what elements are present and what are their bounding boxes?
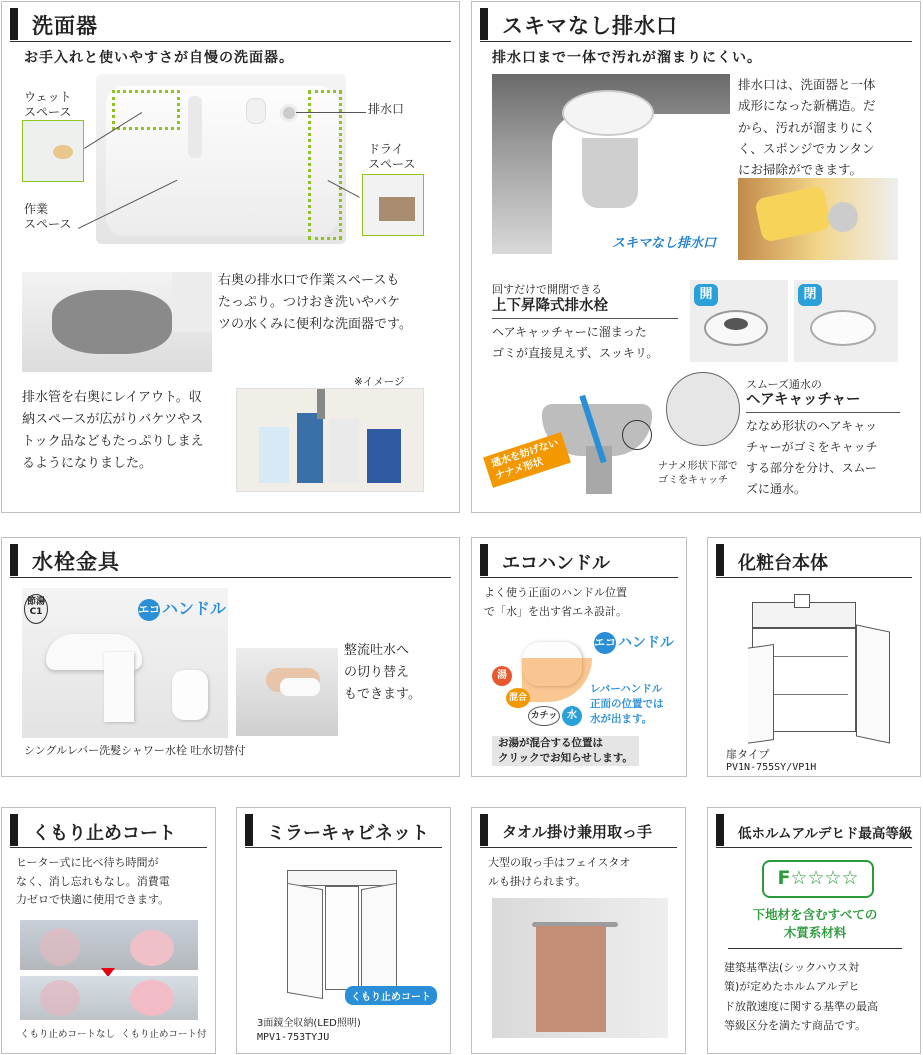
- stopper-desc: ヘアキャッチャーに溜まった ゴミが直接見えず、スッキリ。: [492, 325, 659, 360]
- faucet-title: 水栓金具: [32, 550, 120, 574]
- drain-cross-section-image: [492, 74, 730, 254]
- antifog-before-photo: [20, 920, 198, 970]
- title-marker: [10, 544, 18, 576]
- formaldehyde-panel: [707, 807, 921, 1054]
- f-star-rating: F☆☆☆☆: [762, 860, 874, 898]
- mirror-illustration: [277, 860, 407, 1000]
- arrow-label: 通水を妨げない ナナメ形状: [483, 432, 571, 488]
- water-badge: 水: [562, 706, 582, 726]
- drain-logo: スキマなし排水口: [612, 236, 717, 251]
- catcher-divider: [746, 412, 900, 413]
- eco-handle-logo: [594, 632, 674, 654]
- towel-photo: [492, 898, 668, 1038]
- mirror-panel: [236, 807, 451, 1054]
- vanity-model: PV1N-755SY/VP1H: [726, 762, 817, 773]
- title-marker: [480, 814, 488, 846]
- formaldehyde-divider: [728, 948, 902, 949]
- catcher-small-label: スムーズ通水の: [746, 378, 822, 391]
- dry-space-label: ドライ スペース: [368, 142, 416, 171]
- eco-handle-eco-label: ハンドル: [618, 635, 674, 651]
- lever-note: レバーハンドル 正面の位置では 水が出ます。: [590, 683, 664, 726]
- faucet-eco-label: ハンドル: [162, 599, 227, 618]
- formaldehyde-desc: 建築基準法(シックハウス対 策)が定めたホルムアルデヒ ド放散速度に関する基準の最高 等級区分を満たす商品です。: [724, 961, 878, 1032]
- formaldehyde-title-bar: [716, 814, 912, 848]
- zoom-circle: [622, 420, 652, 450]
- formaldehyde-title: 低ホルムアルデヒド最高等級: [738, 826, 913, 842]
- basin-title: 洗面器: [32, 14, 98, 38]
- antifog-desc: ヒーター式に比べ待ち時間が なく、消し忘れもなし。消費電 力ゼロで快適に使用できます。: [16, 856, 170, 907]
- basin-panel: [1, 1, 460, 513]
- faucet-use-photo: [236, 648, 338, 736]
- antifog-panel: [1, 807, 216, 1054]
- mix-badge: 混合: [506, 688, 530, 708]
- basin-desc-2: 排水管を右奥にレイアウト。収 納スペースが広がりバケツやス トック品などもたっぷりしまえ るようになりました。: [22, 390, 204, 472]
- title-marker: [245, 814, 253, 846]
- eco-handle-illustration: [516, 628, 596, 702]
- antifog-title: くもり止めコート: [32, 823, 176, 844]
- title-marker: [480, 544, 488, 576]
- antifog-title-bar: [10, 814, 207, 848]
- drain-subtitle: 排水口まで一体で汚れが溜まりにくい。: [492, 50, 762, 66]
- hot-badge: 湯: [492, 666, 512, 686]
- towel-panel: [471, 807, 686, 1054]
- vanity-title-bar: [716, 544, 912, 578]
- basin-title-bar: [10, 8, 451, 42]
- towel-desc: 大型の取っ手はフェイスタオ ルも掛けられます。: [488, 856, 631, 888]
- click-notice: お湯が混合する位置は クリックでお知らせします。: [492, 736, 639, 766]
- water-saving-badge: 節湯 C1: [24, 594, 48, 624]
- drain-panel: [471, 1, 921, 513]
- work-space-label: 作業 スペース: [24, 202, 72, 231]
- mirror-model: MPV1-753TYJU: [257, 1032, 330, 1043]
- towel-title: タオル掛け兼用取っ手: [502, 823, 653, 841]
- title-marker: [716, 814, 724, 846]
- drain-label: 排水口: [368, 102, 405, 116]
- catcher-title: ヘアキャッチャー: [746, 392, 861, 408]
- eco-icon: エコ: [138, 599, 160, 621]
- title-marker: [10, 8, 18, 40]
- basin-desc-1: 右奥の排水口で作業スペースも たっぷり。つけおき洗いやバケ ツの水くみに便利な洗面器です。: [218, 273, 412, 333]
- antifog-caption: くもり止めコートなし くもり止めコート付: [20, 1029, 207, 1040]
- title-marker: [716, 544, 724, 576]
- storage-photo: [236, 388, 424, 492]
- wet-space-label: ウェット スペース: [24, 90, 72, 119]
- catcher-detail-circle: [666, 372, 740, 446]
- faucet-desc: 整流吐水へ の切り替え もできます。: [344, 643, 421, 703]
- open-badge: 開: [694, 284, 718, 306]
- closed-badge: 閉: [798, 284, 822, 306]
- drain-title-bar: [480, 8, 912, 42]
- title-marker: [480, 8, 488, 40]
- towel-title-bar: [480, 814, 677, 848]
- eco-handle-title-bar: [480, 544, 678, 578]
- antifog-after-photo: [20, 976, 198, 1020]
- zoom-label: ナナメ形状下部で ゴミをキャッチ: [658, 461, 738, 486]
- mirror-title-bar: [245, 814, 442, 848]
- eco-icon: エコ: [594, 632, 616, 654]
- drain-desc: 排水口は、洗面器と一体 成形になった新構造。だ から、汚れが溜まりにく く、スポンジでカンタン にお掃除ができます。: [738, 77, 876, 177]
- formaldehyde-green-title: 下地材を含むすべての 木質系材料: [752, 907, 878, 940]
- eco-handle-title: エコハンドル: [502, 553, 610, 574]
- vanity-title: 化粧台本体: [738, 553, 828, 574]
- drain-title: スキマなし排水口: [502, 14, 678, 38]
- catcher-desc: ななめ形状のヘアキャッ チャーがゴミをキャッチ する部分を分け、スムー ズに通水。: [746, 419, 878, 496]
- drain-leader-line: [296, 112, 366, 113]
- stopper-small-label: 回すだけで開閉できる: [492, 283, 602, 296]
- title-marker: [10, 814, 18, 846]
- vanity-illustration: [748, 594, 898, 744]
- sponge-photo: [738, 178, 898, 260]
- vanity-panel: [707, 537, 921, 777]
- dry-space-photo: [362, 174, 424, 236]
- stopper-title: 上下昇降式排水栓: [492, 298, 608, 314]
- image-note: ※イメージ: [354, 376, 405, 388]
- eco-handle-panel: [471, 537, 687, 777]
- wet-space-photo: [22, 120, 84, 182]
- vanity-type-label: 扉タイプ: [726, 748, 770, 761]
- faucet-eco-logo: [138, 596, 226, 621]
- faucet-caption: シングルレバー洗髪シャワー水栓 吐水切替付: [24, 744, 246, 757]
- basin-subtitle: お手入れと使いやすさが自慢の洗面器。: [24, 50, 294, 66]
- faucet-title-bar: [10, 544, 451, 578]
- laundry-photo: [22, 272, 212, 372]
- eco-handle-desc: よく使う正面のハンドル位置 で「水」を出す省エネ設計。: [484, 586, 627, 618]
- stopper-divider: [492, 318, 678, 319]
- mirror-antifog-logo: くもり止めコート: [345, 986, 437, 1005]
- click-badge: カチッ: [528, 706, 560, 726]
- mirror-caption: 3面鏡全収納(LED照明): [257, 1018, 361, 1029]
- faucet-panel: [1, 537, 460, 777]
- mirror-title: ミラーキャビネット: [267, 823, 429, 844]
